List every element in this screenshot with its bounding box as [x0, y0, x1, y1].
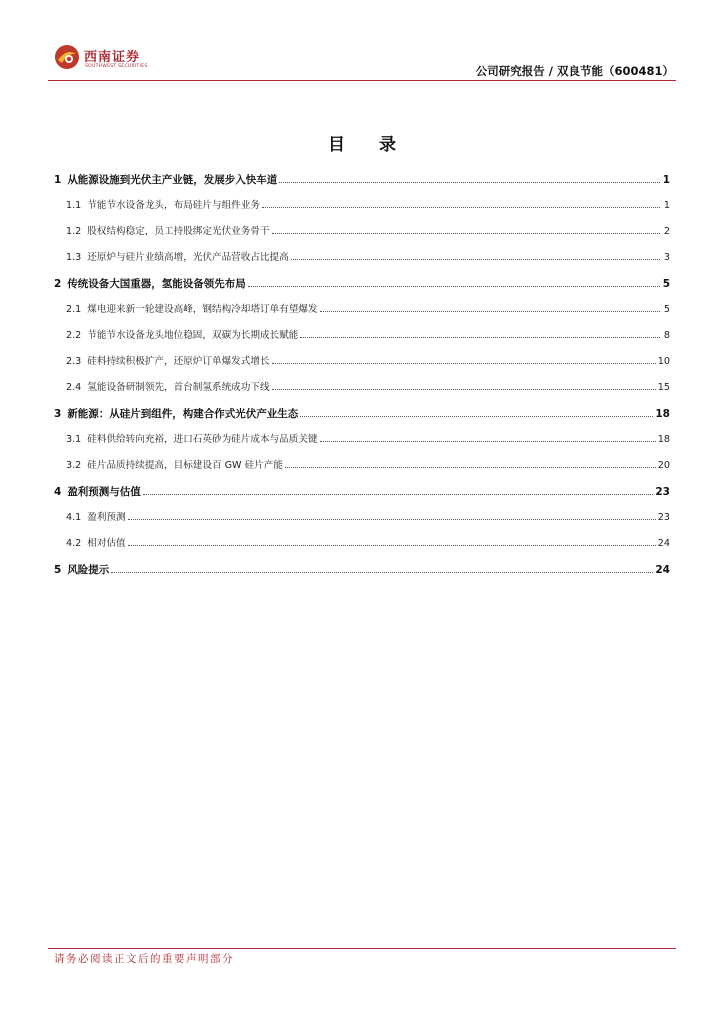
toc-chapter-entry[interactable]: [54, 562, 670, 588]
toc-entry-title: 节能节水设备龙头地位稳固，双碳为长期成长赋能: [87, 330, 299, 341]
header-divider: [48, 80, 676, 81]
toc-entry-page-number: 3: [663, 252, 670, 263]
footer-disclaimer-note: 请务必阅读正文后的重要声明部分: [54, 953, 234, 965]
toc-entry-page-number: 8: [663, 330, 670, 341]
toc-entry-page-number: 5: [663, 304, 670, 315]
toc-entry-number: 3: [54, 408, 62, 420]
footer-divider: [48, 948, 676, 949]
toc-entry-page-number: 23: [655, 486, 670, 498]
toc-section-entry[interactable]: [54, 250, 670, 276]
toc-entry-page-number: 23: [657, 512, 670, 523]
toc-entry-title: 股权结构稳定，员工持股绑定光伏业务骨干: [87, 226, 270, 237]
toc-entry-page-number: 1: [663, 200, 670, 211]
toc-entry-page-number: 24: [657, 538, 670, 549]
toc-entry-page-number: 18: [657, 434, 670, 445]
toc-section-entry[interactable]: [54, 458, 670, 484]
toc-entry-title: 氢能设备研制领先，首台制氢系统成功下线: [87, 382, 270, 393]
toc-entry-number: 3.2: [66, 460, 82, 471]
toc-section-entry[interactable]: [54, 510, 670, 536]
toc-entry-title: 硅料持续积极扩产，还原炉订单爆发式增长: [87, 356, 270, 367]
toc-entry-page-number: 18: [655, 408, 670, 420]
logo-chinese-name: 西南证券: [84, 50, 141, 65]
toc-chapter-entry[interactable]: [54, 406, 670, 432]
toc-section-entry[interactable]: [54, 354, 670, 380]
toc-dot-leader: [272, 363, 656, 364]
toc-section-entry[interactable]: [54, 224, 670, 250]
toc-entry-page-number: 2: [663, 226, 670, 237]
toc-dot-leader: [300, 337, 660, 338]
toc-dot-leader: [320, 441, 656, 442]
toc-dot-leader: [262, 207, 660, 208]
report-header-title: 公司研究报告 / 双良节能（600481）: [475, 64, 674, 78]
toc-dot-leader: [143, 494, 654, 495]
toc-dot-leader: [285, 467, 656, 468]
logo-english-name: SOUTHWEST SECURITIES: [85, 64, 148, 69]
toc-entry-page-number: 24: [655, 564, 670, 576]
company-logo: [54, 42, 164, 74]
toc-chapter-entry[interactable]: [54, 484, 670, 510]
toc-chapter-entry[interactable]: [54, 172, 670, 198]
toc-entry-number: 4: [54, 486, 62, 498]
logo-emblem-icon: [54, 44, 80, 70]
toc-dot-leader: [320, 311, 660, 312]
toc-entry-title: 盈利预测与估值: [67, 486, 141, 498]
toc-entry-number: 2: [54, 278, 62, 290]
toc-entry-title: 盈利预测: [87, 512, 126, 523]
toc-chapter-entry[interactable]: [54, 276, 670, 302]
toc-entry-number: 4.2: [66, 538, 82, 549]
toc-entry-page-number: 1: [662, 174, 670, 186]
toc-entry-page-number: 5: [662, 278, 670, 290]
toc-dot-leader: [272, 233, 660, 234]
toc-entry-page-number: 15: [657, 382, 670, 393]
toc-entry-title: 相对估值: [87, 538, 126, 549]
toc-dot-leader: [111, 572, 653, 573]
toc-entry-title: 节能节水设备龙头，布局硅片与组件业务: [87, 200, 260, 211]
toc-entry-title: 硅片品质持续提高，目标建设百 GW 硅片产能: [87, 460, 283, 471]
toc-entry-title: 硅料供给转向充裕，进口石英砂为硅片成本与品质关键: [87, 434, 318, 445]
toc-section-entry[interactable]: [54, 380, 670, 406]
toc-entry-number: 2.3: [66, 356, 82, 367]
toc-entry-title: 从能源设施到光伏主产业链，发展步入快车道: [67, 174, 278, 186]
toc-entry-number: 2.2: [66, 330, 82, 341]
toc-dot-leader: [128, 519, 656, 520]
toc-dot-leader: [279, 182, 660, 183]
toc-entry-page-number: 20: [657, 460, 670, 471]
toc-heading: 目 录: [328, 135, 410, 155]
toc-section-entry[interactable]: [54, 536, 670, 562]
toc-dot-leader: [272, 389, 656, 390]
toc-dot-leader: [300, 416, 653, 417]
table-of-contents: [54, 172, 670, 588]
toc-entry-title: 传统设备大国重器，氢能设备领先布局: [67, 278, 246, 290]
toc-entry-number: 1.2: [66, 226, 82, 237]
toc-entry-number: 2.4: [66, 382, 82, 393]
toc-section-entry[interactable]: [54, 198, 670, 224]
toc-entry-page-number: 10: [657, 356, 670, 367]
toc-entry-title: 风险提示: [67, 564, 110, 576]
toc-dot-leader: [291, 259, 660, 260]
toc-entry-number: 1.3: [66, 252, 82, 263]
toc-entry-number: 4.1: [66, 512, 82, 523]
toc-entry-number: 5: [54, 564, 62, 576]
toc-dot-leader: [128, 545, 656, 546]
toc-entry-number: 3.1: [66, 434, 82, 445]
toc-entry-number: 1.1: [66, 200, 82, 211]
toc-dot-leader: [248, 286, 660, 287]
toc-entry-number: 2.1: [66, 304, 82, 315]
toc-entry-title: 煤电迎来新一轮建设高峰，钢结构冷却塔订单有望爆发: [87, 304, 318, 315]
toc-section-entry[interactable]: [54, 432, 670, 458]
toc-section-entry[interactable]: [54, 328, 670, 354]
toc-entry-title: 还原炉与硅片业绩高增，光伏产品营收占比提高: [87, 252, 289, 263]
toc-section-entry[interactable]: [54, 302, 670, 328]
toc-entry-title: 新能源：从硅片到组件，构建合作式光伏产业生态: [67, 408, 299, 420]
toc-entry-number: 1: [54, 174, 62, 186]
